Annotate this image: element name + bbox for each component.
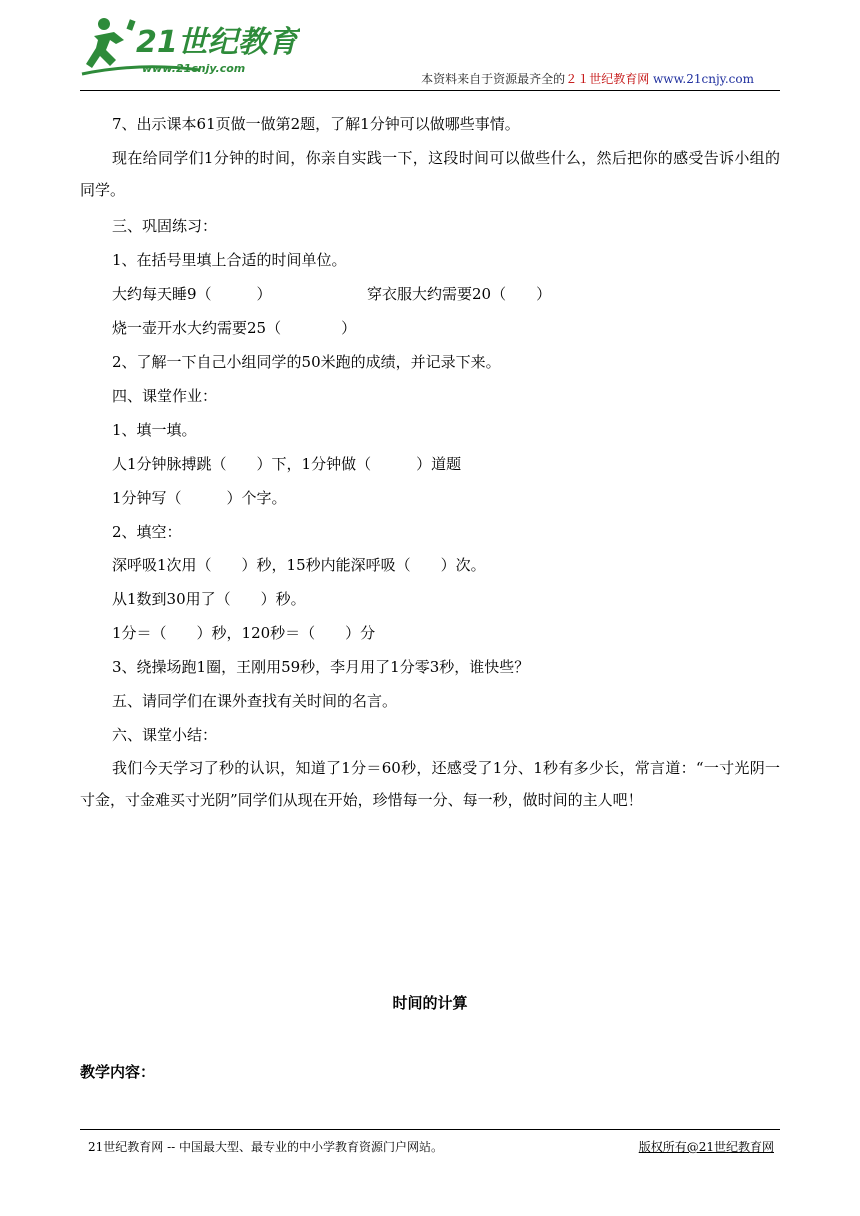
paragraph: 现在给同学们1分钟的时间，你亲自实践一下，这段时间可以做些什么，然后把你的感受告诉小组的同学。 (80, 149, 780, 199)
section-heading: 四、课堂作业： (112, 387, 218, 405)
lesson-title: 时间的计算 (392, 994, 468, 1012)
paragraph: 7、出示课本61页做一做第2题，了解1分钟可以做哪些事情。 (112, 115, 520, 133)
question-item: 从1数到30用了（ ）秒。 (112, 590, 306, 608)
page-header (80, 10, 780, 88)
footer-text: 21世纪教育网 -- 中国最大型、最专业的中小学教育资源门户网站。 (88, 1140, 444, 1154)
header-rule (80, 90, 780, 91)
teaching-content-label: 教学内容： (80, 1063, 156, 1081)
question: 1、填一填。 (112, 421, 197, 439)
logo (80, 10, 300, 82)
source-prefix: 本资料来自于资源最齐全的 (421, 72, 566, 86)
source-url[interactable]: www.21cnjy.com (653, 72, 754, 86)
footer-copyright-link[interactable]: 版权所有@21世纪教育网 (638, 1140, 774, 1154)
question: 3、绕操场跑1圈，王刚用59秒，李月用了1分零3秒，谁快些？ (112, 658, 530, 676)
question-item: 烧一壶开水大约需要25（ ） (112, 319, 357, 337)
question: 2、了解一下自己小组同学的50米跑的成绩，并记录下来。 (112, 353, 501, 371)
question-item: 大约每天睡9（ ） (112, 285, 272, 303)
section-heading: 五、请同学们在课外查找有关时间的名言。 (112, 692, 398, 710)
logo-text: 21世纪教育 (136, 25, 298, 60)
source-site: ２１世纪教育网 (565, 72, 650, 86)
section-heading: 六、课堂小结： (112, 726, 218, 744)
question-item: 穿衣服大约需要20（ ） (367, 285, 552, 303)
question-item: 1分＝（ ）秒，120秒＝（ ）分 (112, 624, 376, 642)
header-source (421, 70, 754, 87)
logo-url: www.21cnjy.com (142, 62, 246, 75)
question: 1、在括号里填上合适的时间单位。 (112, 251, 347, 269)
question-item: 1分钟写（ ）个字。 (112, 489, 287, 507)
footer-rule (80, 1129, 780, 1130)
question-item: 深呼吸1次用（ ）秒，15秒内能深呼吸（ ）次。 (112, 556, 486, 574)
question: 2、填空： (112, 523, 182, 541)
question-item: 人1分钟脉搏跳（ ）下，1分钟做（ ）道题 (112, 455, 462, 473)
summary-paragraph: 我们今天学习了秒的认识，知道了1分＝60秒，还感受了1分、1秒有多少长，常言道：“一寸光阴一寸金，寸金难买寸光阴”同学们从现在开始，珍惜每一分、每一秒，做时间的主人吧！ (80, 759, 780, 809)
section-heading: 三、巩固练习： (112, 217, 218, 235)
